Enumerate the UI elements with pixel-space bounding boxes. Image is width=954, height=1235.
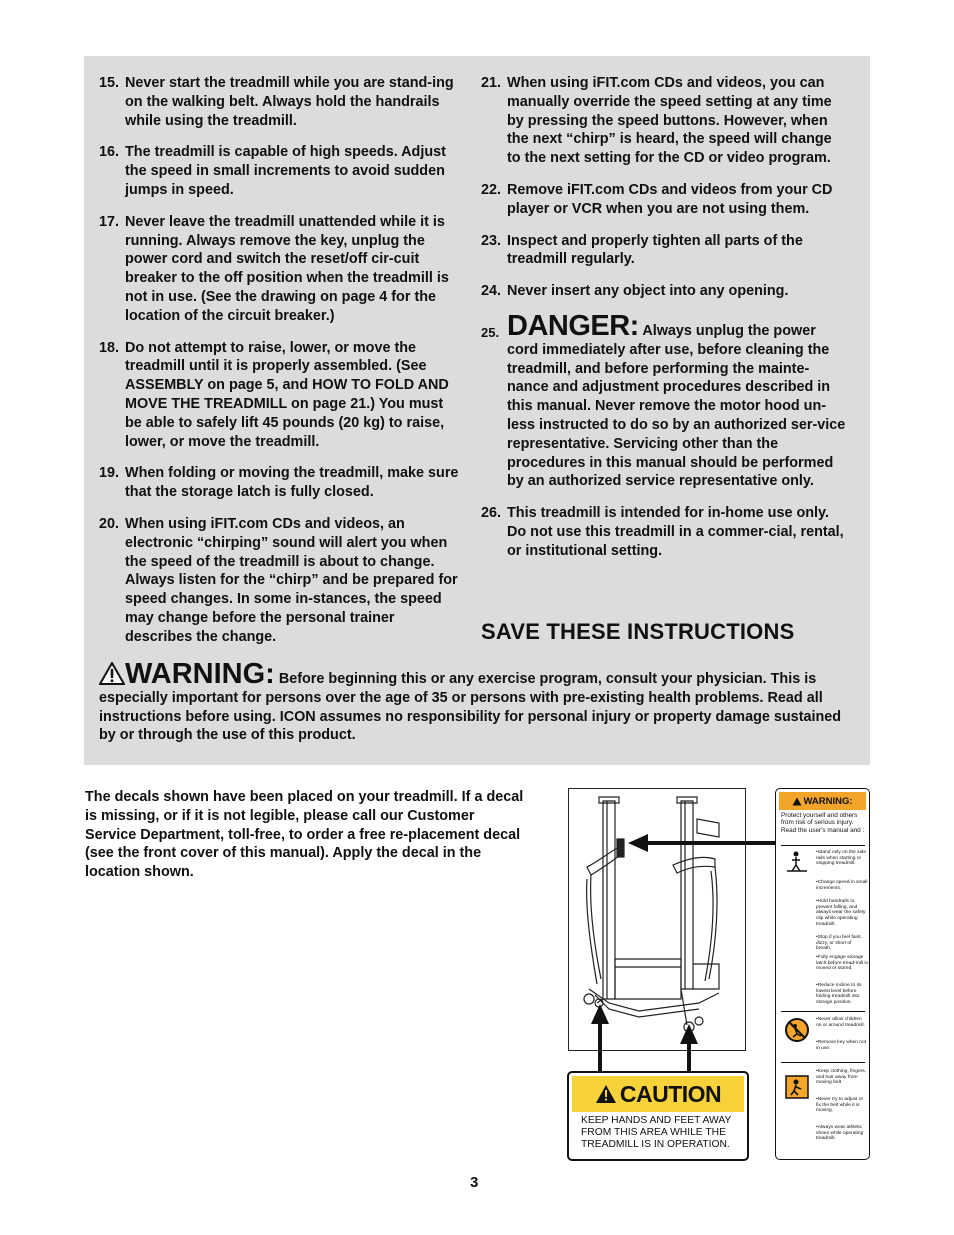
warning-paragraph: WARNING: Before beginning this or any exercise program, consult your physician. This is especially important for persons over the age of 35 or persons with pre-existing health problems. Read all instructions before using. ICON assumes no responsibility for personal injury or property damage sustained by or through the use of this product. (99, 658, 842, 744)
danger-item: 25. DANGER: Always unplug the power cord immediately after use, before cleaning the treadmill, and before performing the mainte-nance and adjustment procedures described in this manual. Never remove the motor hood un-less instructed to do so by an authorized ser-vice representative. Servicing other than the procedures in this manual should be performed by an authorized service representative only. (481, 309, 846, 490)
list-item: 23. Inspect and properly tighten all parts of the treadmill regularly. (481, 232, 803, 268)
list-item: 21. When using iFIT.com CDs and videos, you can manually override the speed setting at any time by pressing the speed buttons. However, when the next “chirp” is heard, the speed will change to the next setting for the CD or video program. (481, 75, 832, 167)
save-instructions-heading: SAVE THESE INSTRUCTIONS (481, 619, 795, 644)
treadmill-drawing (568, 788, 746, 1051)
list-item: 26. This treadmill is intended for in-home use only. Do not use this treadmill in a commer-cial, rental, or institutional setting. (481, 505, 844, 559)
list-item: 16. The treadmill is capable of high speeds. Adjust the speed in small increments to avoid sudden jumps in speed. (99, 144, 446, 198)
list-item: 18. Do not attempt to raise, lower, or move the treadmill until it is properly assembled. (See ASSEMBLY on page 5, and HOW TO FOLD AND MOVE THE TREADMILL on page 21.) You must be able to safely lift 45 pounds (20 kg) to raise, lower, or move the treadmill. (99, 339, 449, 450)
list-item: 20. When using iFIT.com CDs and videos, an electronic “chirping” sound will alert you when the speed of the treadmill is about to change. Always listen for the “chirp” and be prepared for speed changes. In some in-stances, the speed may change before the personal trainer describes the change. (99, 515, 458, 645)
person-on-rails-icon (784, 849, 810, 875)
moving-belt-hazard-icon (784, 1074, 810, 1100)
list-item: 15. Never start the treadmill while you are stand-ing on the walking belt. Always hold the handrails while using the treadmill. (99, 75, 454, 129)
warning-decal-intro: Protect yourself and others from risk of serious injury. Read the user's manual and : (781, 812, 865, 834)
list-item: 22. Remove iFIT.com CDs and videos from your CD player or VCR when you are not using them. (481, 181, 833, 217)
treadmill-illustration (569, 789, 745, 1050)
warning-triangle-icon (792, 797, 802, 806)
warning-decal: WARNING: Protect yourself and others from risk of serious injury. Read the user's manual and : •Stand only on the side rails when starting or stopping treadmill. •Change speed in small increments. •Hold handrails to prevent falling, and always wear the safety clip while operating treadmill. •Stop if you feel faint, dizzy, or short of breath. •Fully engage storage latch before tread-mill is moved or stored. •Reduce incline to its lowest level before folding treadmill into storage position. •Never allow children on or around treadmill. •Remove key when not in use. •Keep clothing, fingers, and hair away from moving belt. •Never try to adjust or fix the belt while it is moving. •Always wear athletic shoes while operating treadmill. (775, 788, 870, 1160)
warning-triangle-icon (99, 662, 125, 685)
list-item: 24. Never insert any object into any opening. (481, 283, 789, 300)
no-children-icon (784, 1017, 810, 1043)
warning-decal-title: WARNING: (803, 795, 853, 807)
list-item: 17. Never leave the treadmill unattended while it is running. Always remove the key, unplug the power cord and switch the reset/off cir-cuit breaker to the off position when the treadmill is not in use. (See the drawing on page 4 for the location of the circuit breaker.) (99, 213, 449, 324)
caution-title: CAUTION (619, 1080, 722, 1107)
decal-paragraph: The decals shown have been placed on your treadmill. If a decal is missing, or if it is not legible, please call our Customer Service Department, toll-free, to order a free re-placement decal (see the front cover of this manual). Apply the decal in the location shown. (85, 789, 524, 881)
warning-triangle-icon (595, 1084, 617, 1104)
page-number: 3 (470, 1174, 479, 1191)
right-column (481, 74, 849, 574)
warning-heading: WARNING: (99, 658, 275, 690)
list-item: 19. When folding or moving the treadmill, make sure that the storage latch is fully closed. (99, 465, 459, 501)
danger-heading: DANGER: (507, 309, 639, 342)
caution-decal: CAUTION KEEP HANDS AND FEET AWAY FROM THIS AREA WHILE THE TREADMILL IS IN OPERATION. (567, 1071, 749, 1161)
left-column (99, 74, 461, 660)
